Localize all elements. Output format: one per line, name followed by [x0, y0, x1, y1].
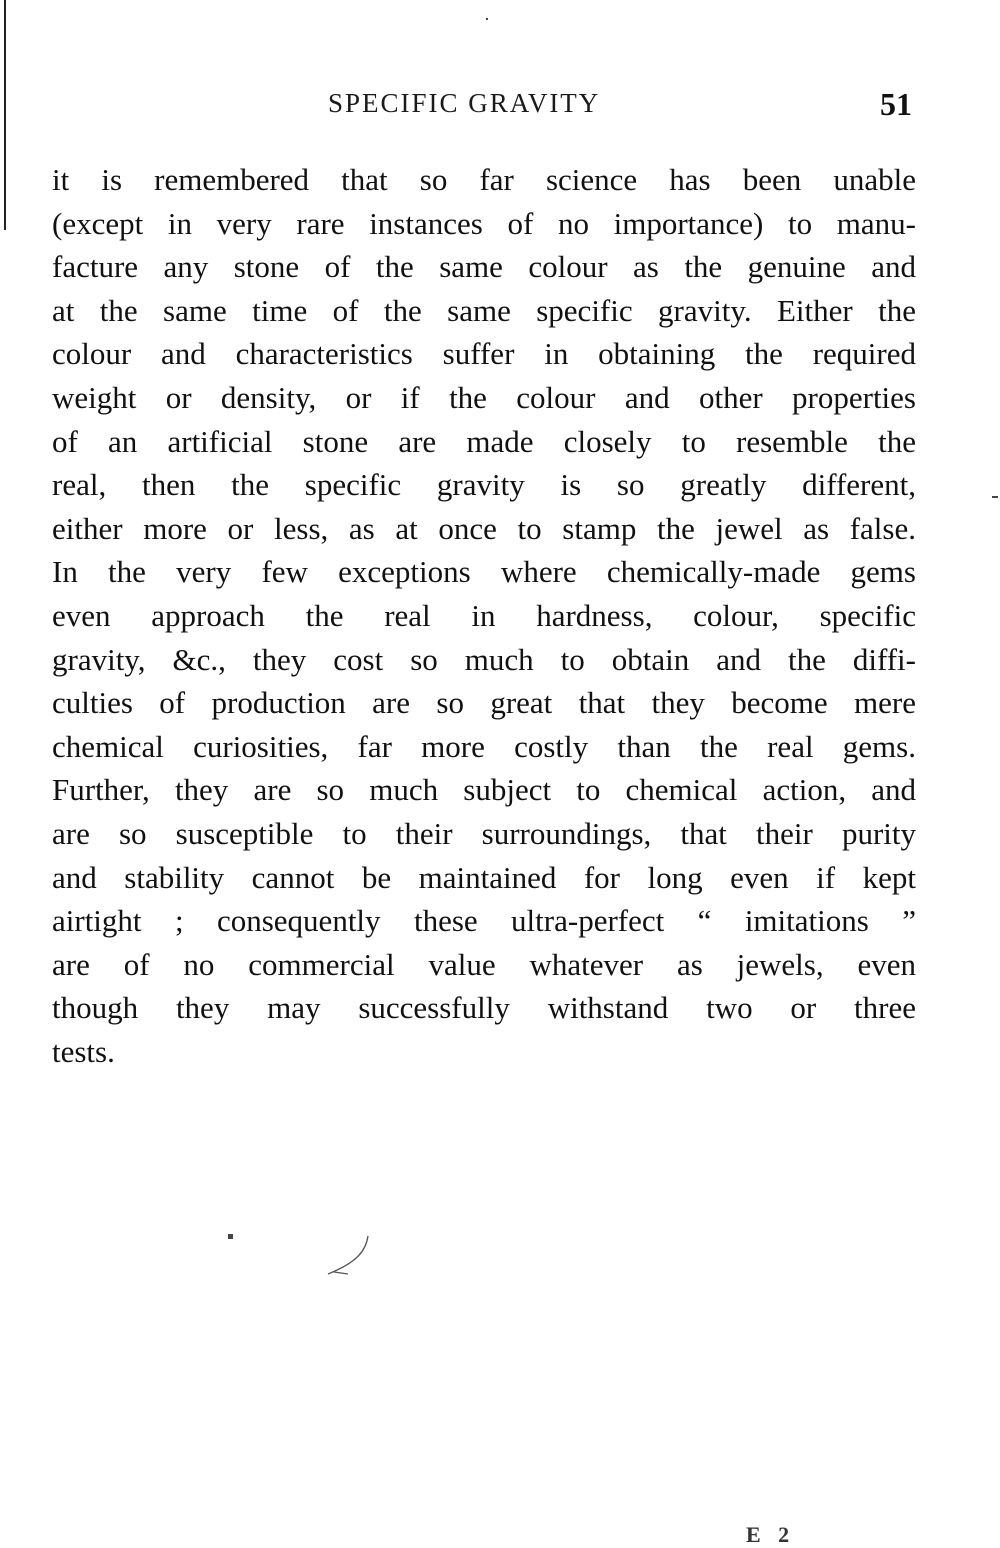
running-title: SPECIFIC GRAVITY [328, 88, 601, 118]
text-line: facture any stone of the same colour as the genuine and [52, 249, 916, 285]
text-line: are so susceptible to their surroundings, that their purity [52, 815, 916, 851]
scan-speck [992, 496, 998, 498]
text-line: Further, they are so much subject to chemical action, and [52, 772, 916, 808]
text-line: real, then the specific gravity is so greatly different, [52, 467, 916, 503]
text-line: of an artificial stone are made closely to resemble the [52, 423, 916, 459]
text-line: though they may successfully withstand two or three [52, 990, 916, 1026]
text-line: and stability cannot be maintained for long even if kept [52, 859, 916, 895]
text-line: are of no commercial value whatever as jewels, even [52, 946, 916, 982]
running-head [0, 88, 1000, 128]
text-line: airtight ; consequently these ultra-perfect “ imitations ” [52, 903, 916, 939]
text-line: weight or density, or if the colour and other properties [52, 379, 916, 415]
text-line: (except in very rare instances of no importance) to manu- [52, 205, 916, 241]
text-line: In the very few exceptions where chemically-made gems [52, 554, 916, 590]
scan-speck [486, 18, 488, 20]
text-line: it is remembered that so far science has been unable [52, 162, 916, 197]
text-line: at the same time of the same specific gravity. Either the [52, 292, 916, 328]
pen-stroke-mark [322, 1232, 374, 1278]
text-line: culties of production are so great that they become mere [52, 685, 916, 721]
scan-speck [228, 1234, 233, 1239]
page-number: 51 [880, 86, 912, 122]
text-line: colour and characteristics suffer in obtaining the required [52, 336, 916, 372]
text-line: either more or less, as at once to stamp the jewel as false. [52, 510, 916, 546]
text-line: chemical curiosities, far more costly than the real gems. [52, 728, 916, 764]
text-line: even approach the real in hardness, colour, specific [52, 597, 916, 633]
body-paragraph [52, 158, 916, 1073]
signature-mark: E 2 [746, 1522, 796, 1547]
text-line-last: tests. [52, 1033, 115, 1069]
text-line: gravity, &c., they cost so much to obtain and the diffi- [52, 641, 916, 677]
